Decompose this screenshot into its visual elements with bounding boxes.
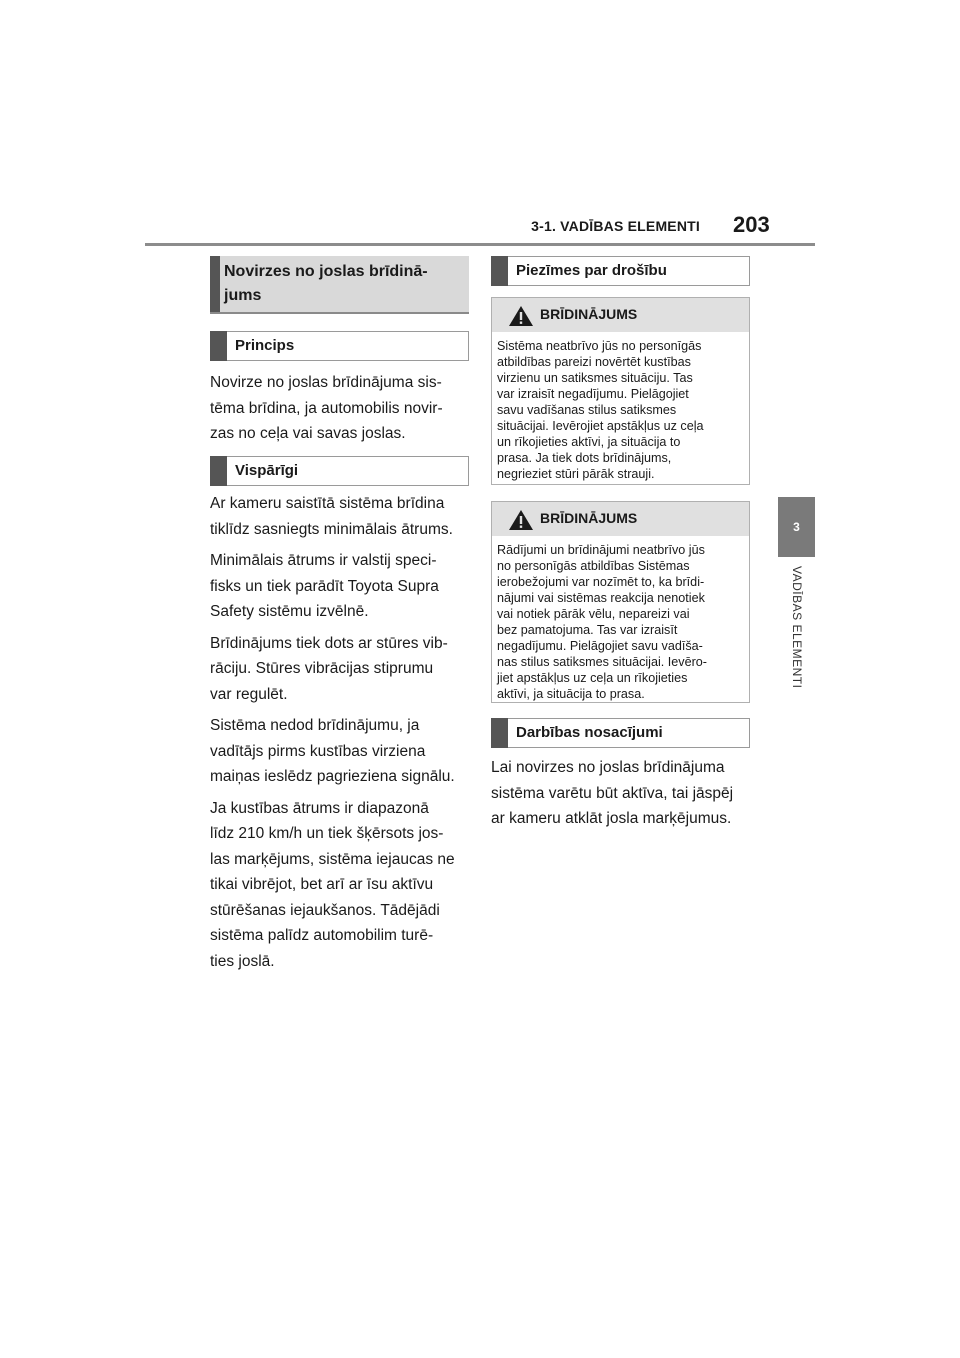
subheading-box-principle — [210, 331, 469, 361]
subheading-bar — [210, 456, 227, 486]
general-paragraph: Sistēma nedod brīdinājumu, ja vadītājs pirms kustības virziena maiņas ieslēdz pagrieziena signālu. — [210, 717, 455, 785]
warning-box-1 — [491, 297, 750, 485]
section-heading-box — [210, 256, 469, 314]
warning-title: BRĪDINĀJUMS — [540, 306, 638, 322]
warning-triangle-icon — [508, 509, 534, 531]
general-paragraphs — [210, 491, 475, 980]
chapter-tab-number: 3 — [793, 520, 800, 534]
subheading-box-general — [210, 456, 469, 486]
warning-title: BRĪDINĀJUMS — [540, 510, 638, 526]
page-number: 203 — [733, 212, 770, 237]
conditions-text: Lai novirzes no joslas brīdinājuma sistēma varētu būt aktīva, tai jāspēj ar kameru atklāt josla marķējumus. — [491, 759, 734, 827]
warning-triangle-icon — [508, 305, 534, 327]
heading-bar — [210, 256, 220, 312]
subheading-box-safety — [491, 256, 750, 286]
general-paragraph: Ja kustības ātrums ir diapazonā līdz 210 km/h un tiek šķērsots jos- las marķējums, sistēma iejaucas ne tikai vibrējot, bet arī ar īsu aktīvu stūrēšanas iejaukšanos. Tādējādi sistēma palīdz automobilim turē- ties joslā. — [210, 799, 455, 970]
header-rule — [145, 243, 815, 246]
subheading-box-conditions — [491, 718, 750, 748]
warning-text: Sistēma neatbrīvo jūs no personīgās atbildības pareizi novērtēt kustības virzienu un satiksmes situāciju. Tas var izraisīt negadījumu. Pielāgojiet savu vadīšanas stilus satiksmes situācijai. Ievērojiet apstākļus uz ceļa un rīkojieties aktīvi, ja situācija to prasa. Ja tiek dots brīdinājums, negrieziet stūri pārāk strauji. — [497, 339, 704, 481]
subheading-principle: Princips — [235, 337, 295, 354]
principle-text: Novirze no joslas brīdinājuma sis- tēma brīdina, ja automobilis novir- zas no ceļa vai savas joslas. — [210, 374, 443, 442]
conditions-paragraph — [491, 755, 756, 838]
general-paragraph: Minimālais ātrums ir valstij speci- fisks un tiek parādīt Toyota Supra Safety sistēmu izvēlnē. — [210, 552, 439, 620]
warning-text: Rādījumi un brīdinājumi neatbrīvo jūs no personīgās atbildības Sistēmas ierobežojumi var nozīmēt to, ka brīdi- nājumi vai sistēmas reakcija nenotiek vai notiek pārāk vēlu, nepareizi vai bez pamatojuma. Tas var izraisīt negadījumu. Pielāgojiet savu vadīša- nas stilus satiksmes situācijai. Ievēro- jiet apstākļus uz ceļa un rīkojieties aktīvi, ja situācija to prasa. — [497, 543, 707, 701]
chapter-title: 3-1. VADĪBAS ELEMENTI — [531, 218, 700, 234]
subheading-general: Vispārīgi — [235, 462, 299, 479]
chapter-tab — [778, 497, 815, 557]
subheading-safety: Piezīmes par drošību — [516, 262, 667, 279]
warning-header — [492, 298, 749, 332]
subheading-bar — [491, 256, 508, 286]
subheading-bar — [491, 718, 508, 748]
chapter-tab-label: VADĪBAS ELEMENTI — [790, 566, 804, 689]
general-paragraph: Ar kameru saistītā sistēma brīdina tiklīdz sasniegts minimālais ātrums. — [210, 495, 453, 538]
subheading-bar — [210, 331, 227, 361]
principle-paragraph — [210, 370, 475, 453]
subheading-conditions: Darbības nosacījumi — [516, 724, 663, 741]
section-heading: Novirzes no joslas brīdinā- jums — [224, 263, 428, 304]
general-paragraph: Brīdinājums tiek dots ar stūres vib- rāciju. Stūres vibrācijas stiprumu var regulēt. — [210, 634, 448, 703]
warning-box-2 — [491, 501, 750, 703]
warning-header — [492, 502, 749, 536]
